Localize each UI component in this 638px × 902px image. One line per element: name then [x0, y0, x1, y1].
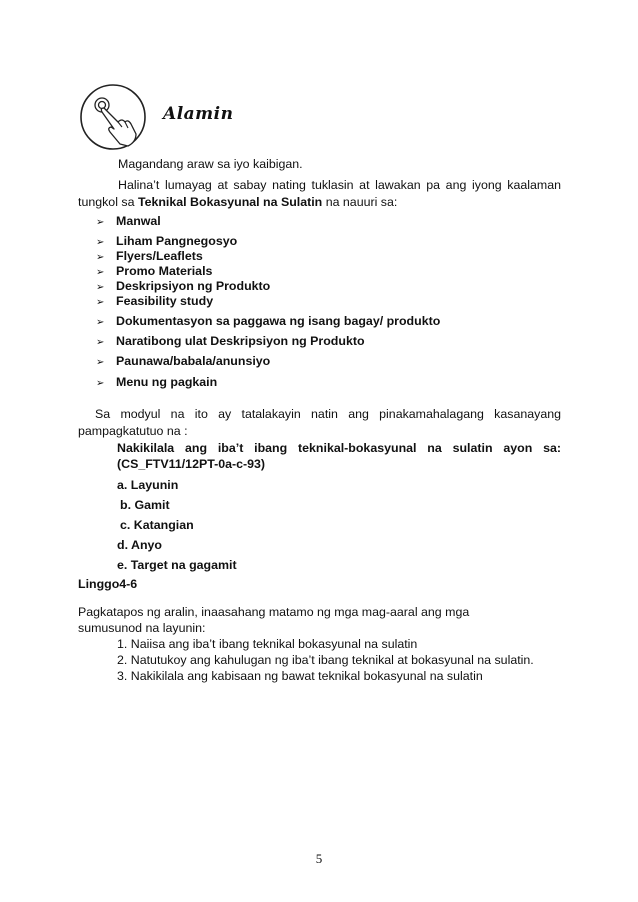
competency-line-1: Nakikilala ang iba’t ibang teknikal-bokasyunal na sulatin ayon sa:: [117, 441, 561, 455]
criteria-item: c. Katangian: [120, 518, 194, 532]
criteria-item: e. Target na gagamit: [117, 558, 237, 572]
arrow-bullet-icon: ➢: [96, 217, 105, 228]
bullet-item: ➢ Feasibility study: [96, 294, 214, 308]
section-heading: Alamin: [163, 104, 234, 124]
week-label: Linggo4-6: [78, 577, 138, 591]
arrow-bullet-icon: ➢: [96, 378, 105, 389]
objective-item: 2. Natutukoy ang kahulugan ng iba’t ibang teknikal at bokasyunal na sulatin.: [117, 653, 534, 667]
objective-item: 3. Nakikilala ang kabisaan ng bawat teknikal bokasyunal na sulatin: [117, 669, 483, 683]
arrow-bullet-icon: ➢: [96, 252, 105, 263]
intro-line-2-suffix: na nauuri sa:: [322, 195, 398, 209]
page-number: 5: [315, 851, 323, 866]
greeting-text: Magandang araw sa iyo kaibigan.: [118, 157, 303, 171]
modyul-line-2: pampagkatutuo na :: [78, 424, 188, 438]
bullet-item: ➢ Flyers/Leaflets: [96, 249, 203, 263]
intro-line-2: [78, 195, 397, 209]
arrow-bullet-icon: ➢: [96, 267, 105, 278]
competency-code: (CS_FTV11/12PT-0a-c-93): [117, 457, 266, 471]
intro-line-2-bold: Teknikal Bokasyunal na Sulatin: [137, 195, 323, 209]
bullet-item: ➢ Dokumentasyon sa paggawa ng isang bagay/ produkto: [96, 314, 441, 328]
intro-line-2-prefix: tungkol sa: [78, 195, 138, 209]
bullet-item: ➢ Deskripsiyon ng Produkto: [96, 279, 271, 293]
bullet-item: ➢ Manwal: [96, 214, 161, 228]
intro-line-1: Halina’t lumayag at sabay nating tuklasin at lawakan pa ang iyong kaalaman: [118, 178, 561, 192]
criteria-item: d. Anyo: [117, 538, 162, 552]
bullet-item: ➢ Naratibong ulat Deskripsiyon ng Produkto: [96, 334, 365, 348]
criteria-item: a. Layunin: [117, 478, 179, 492]
arrow-bullet-icon: ➢: [96, 337, 105, 348]
objective-item: 1. Naiisa ang iba’t ibang teknikal bokasyunal na sulatin: [117, 637, 418, 651]
arrow-bullet-icon: ➢: [96, 237, 105, 248]
arrow-bullet-icon: ➢: [96, 317, 105, 328]
arrow-bullet-icon: ➢: [96, 282, 105, 293]
objectives-intro-line-2: sumusunod na layunin:: [78, 621, 206, 635]
bullet-item: ➢ Menu ng pagkain: [96, 375, 218, 389]
hand-pointing-icon: [78, 82, 148, 152]
bullet-item: ➢ Promo Materials: [96, 264, 213, 278]
arrow-bullet-icon: ➢: [96, 357, 105, 368]
criteria-item: b. Gamit: [120, 498, 170, 512]
arrow-bullet-icon: ➢: [96, 297, 105, 308]
bullet-item: ➢ Paunawa/babala/anunsiyo: [96, 354, 271, 368]
objectives-intro-line-1: Pagkatapos ng aralin, inaasahang matamo ng mga mag-aaral ang mga: [78, 605, 470, 619]
modyul-line-1: Sa modyul na ito ay tatalakayin natin ang pinakamahalagang kasanayang: [95, 407, 561, 421]
bullet-item: ➢ Liham Pangnegosyo: [96, 234, 238, 248]
